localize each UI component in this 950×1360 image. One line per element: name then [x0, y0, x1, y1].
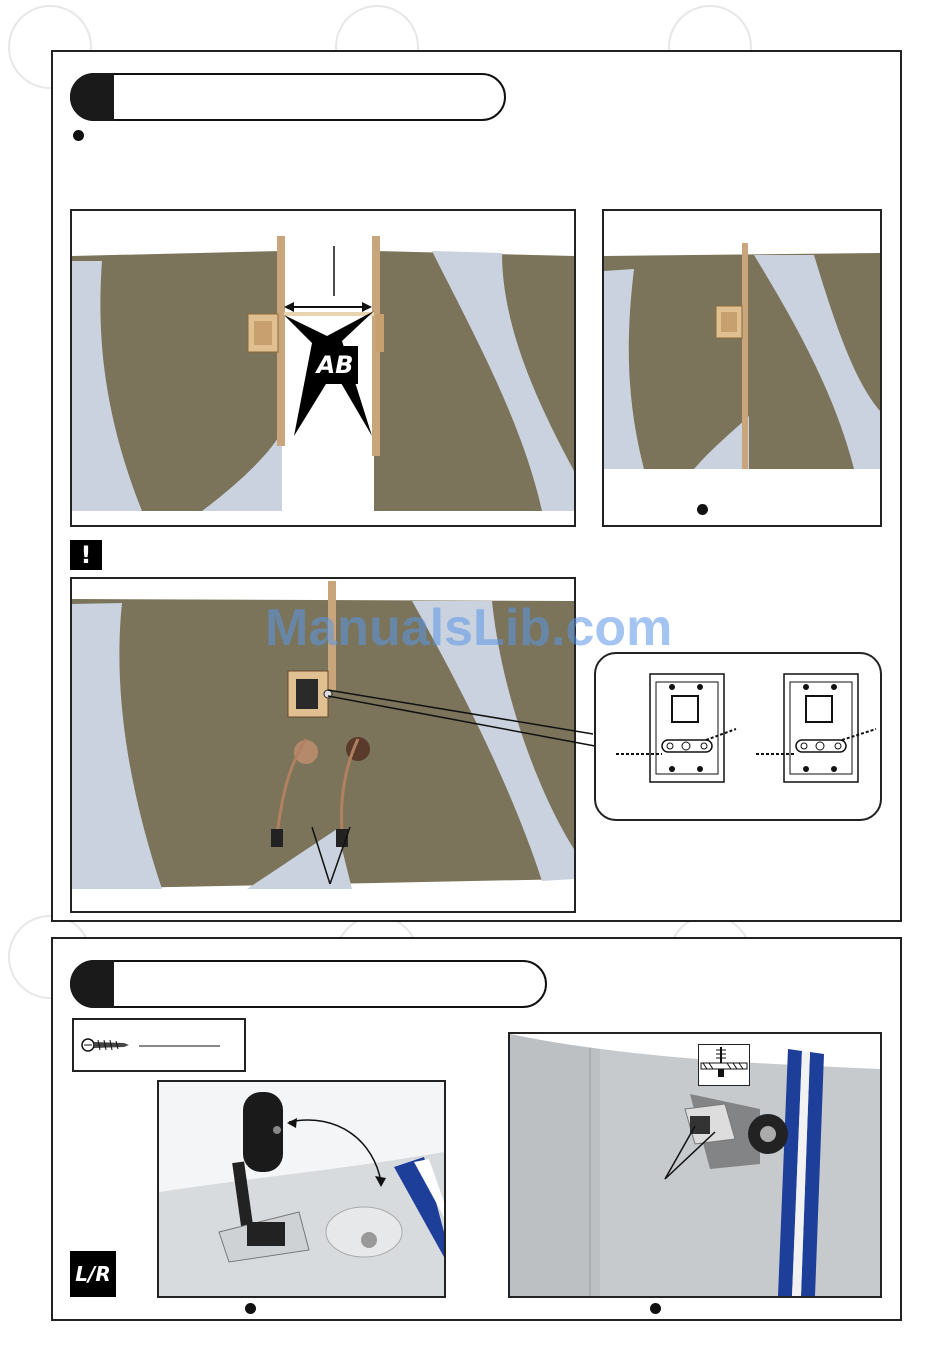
- step-header: [70, 73, 506, 121]
- step-section-servo-install: [51, 50, 902, 922]
- parts-box-screw: [72, 1018, 246, 1072]
- servo-arm-diagrams: [596, 654, 880, 819]
- caption-bullet: [650, 1303, 661, 1314]
- manualslib-watermark: ManualsLib.com: [265, 599, 673, 657]
- bullet-point: [73, 130, 84, 141]
- caution-icon: !: [70, 540, 102, 570]
- photo-wing-halves-apart: [70, 209, 576, 527]
- photo-landing-gear-retract: [157, 1080, 446, 1298]
- step-section-landing-gear: [51, 937, 902, 1321]
- photo-gear-mounted-fuselage: [508, 1032, 882, 1298]
- step-header: [70, 960, 547, 1008]
- fuselage-gear-illustration: [510, 1034, 880, 1296]
- callout-pointer: [323, 682, 623, 842]
- callout-servo-arm-detail: [594, 652, 882, 821]
- caption-bullet: [245, 1303, 256, 1314]
- left-right-label: L/R: [70, 1251, 116, 1297]
- step-header-cap: [70, 73, 114, 121]
- adhesive-ab-label: AB: [312, 346, 358, 384]
- screw-inset-detail: [698, 1044, 750, 1086]
- step-header-cap: [70, 960, 114, 1008]
- caption-bullet: [697, 504, 708, 515]
- joined-wing-illustration: [604, 211, 880, 525]
- screw-detail-icon: [699, 1045, 749, 1085]
- screw-icon: [74, 1020, 244, 1070]
- landing-gear-illustration: [159, 1082, 444, 1296]
- photo-wing-joined: [602, 209, 882, 527]
